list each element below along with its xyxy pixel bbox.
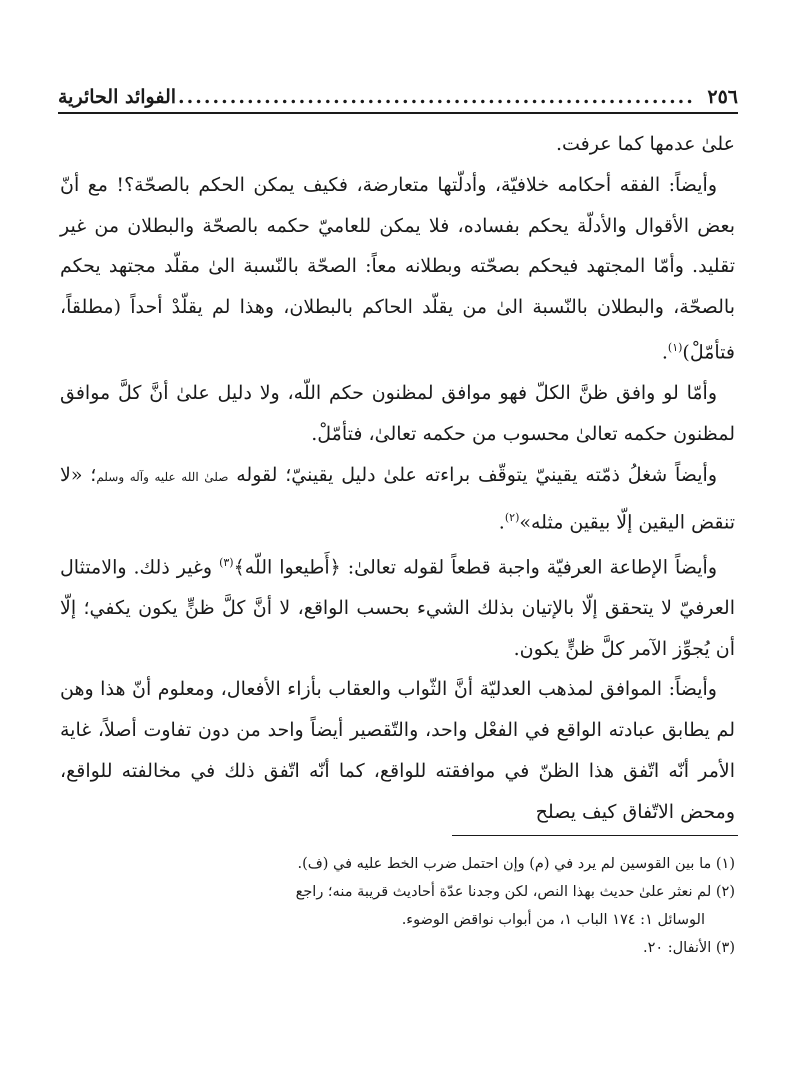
- running-title: الفوائد الحائرية: [58, 86, 177, 108]
- footnotes: [60, 850, 735, 962]
- footnote: [60, 934, 735, 962]
- paragraph-tail: .: [498, 510, 505, 533]
- footnote-text: (١) ما بين القوسين لم يرد في (م) وإن احتمل ضرب الخط عليه في (ف).: [297, 856, 735, 872]
- footnote-marker: (٣): [219, 555, 234, 569]
- paragraph: [60, 455, 735, 543]
- paragraph-text: وأيضاً: الموافق لمذهب العدليّة أنَّ الثّواب والعقاب بأزاء الأفعال، ومعلوم أنّ هذا وهن لم يطابق عبادته الواقع في الفعْل واحد، والتّقصير أيضاً واحد من دون تفاوت أصلاً، غاية الأمر أنّه اتّفق هذا الظنّ في موافقته للواقع، كما أنّه اتّفق ذلك في مخالفته للواقع، ومحض الاتّفاق كيف يصلح: [60, 678, 735, 823]
- header-leader-dots: ............................................................: [178, 86, 695, 108]
- paragraph: [60, 373, 735, 455]
- paragraph-tail: وغير ذلك. والامتثال العرفيّ لا يتحقق إلّا بالإتيان بذلك الشيء بحسب الواقع، لا أنَّ كلَّ ظنٍّ يكون يكفي؛ إلّا أن يُجوِّز الآمر كلَّ ظنٍّ يكون.: [60, 555, 735, 660]
- footnote-continuation: [60, 906, 735, 934]
- footnote: [60, 878, 735, 906]
- footnote-marker: (٢): [504, 510, 520, 524]
- honorific-text: صلىٰ الله عليه وآله وسلم: [96, 469, 229, 484]
- paragraph-tail: .: [661, 341, 668, 364]
- paragraph-text: علىٰ عدمها كما عرفت.: [555, 133, 735, 155]
- paragraph-text: وأيضاً: الفقه أحكامه خلافيّة، وأدلّتها متعارضة، فكيف يمكن الحكم بالصحّة؟! مع أنّ بعض الأقوال والأدلّة يحكم بفساده، فلا يمكن للعاميّ حكمه بالصحّة والبطلان من غير تقليد. وأمّا المجتهد فيحكم بصحّته وبطلانه معاً: الصحّة بالنّسبة الىٰ مقلّد مجتهد يحكم بالصحّة، والبطلان بالنّسبة الىٰ من يقلّد الحاكم بالبطلان، وهذا لم يقلّدْ أحداً (مطلقاً، فتأمّلْ): [60, 173, 735, 364]
- paragraph: [60, 124, 735, 165]
- paragraph-text: وأمّا لو وافق ظنَّ الكلّ فهو موافق لمظنون حكم اللّه، ولا دليل علىٰ أنَّ كلَّ موافق لمظنون حكمه تعالىٰ محسوب من حكمه تعالىٰ، فتأمّلْ.: [60, 382, 735, 445]
- footnote-marker: (١): [667, 340, 683, 354]
- paragraph: [60, 543, 735, 670]
- page-number: ٢٥٦: [707, 86, 738, 108]
- paragraph: [60, 669, 735, 832]
- footnote-text: (٢) لم نعثر علىٰ حديث بهذا النص، لكن وجدنا عدّة أحاديث قريبة منه؛ راجع: [295, 884, 735, 900]
- paragraph: [60, 165, 735, 373]
- paragraph-text: وأيضاً الإطاعة العرفيّة واجبة قطعاً لقوله تعالىٰ: ﴿أَطيعوا اللّه﴾: [233, 555, 717, 578]
- footnote-text: الوسائل ١: ١٧٤ الباب ١، من أبواب نواقض الوضوء.: [401, 912, 705, 928]
- quote-text: ؛ «لا تنقض اليقين إلّا بيقين مثله»: [60, 463, 735, 533]
- footnote-text: (٣) الأنفال: ٢٠.: [642, 940, 735, 956]
- main-text: [60, 124, 735, 833]
- footnote-separator: [452, 835, 738, 836]
- paragraph-text: وأيضاً شغلُ ذمّته يقينيّ يتوقّف براءته علىٰ دليل يقينيّ؛ لقوله: [236, 463, 717, 486]
- footnote: [60, 850, 735, 878]
- page-header: [58, 80, 738, 114]
